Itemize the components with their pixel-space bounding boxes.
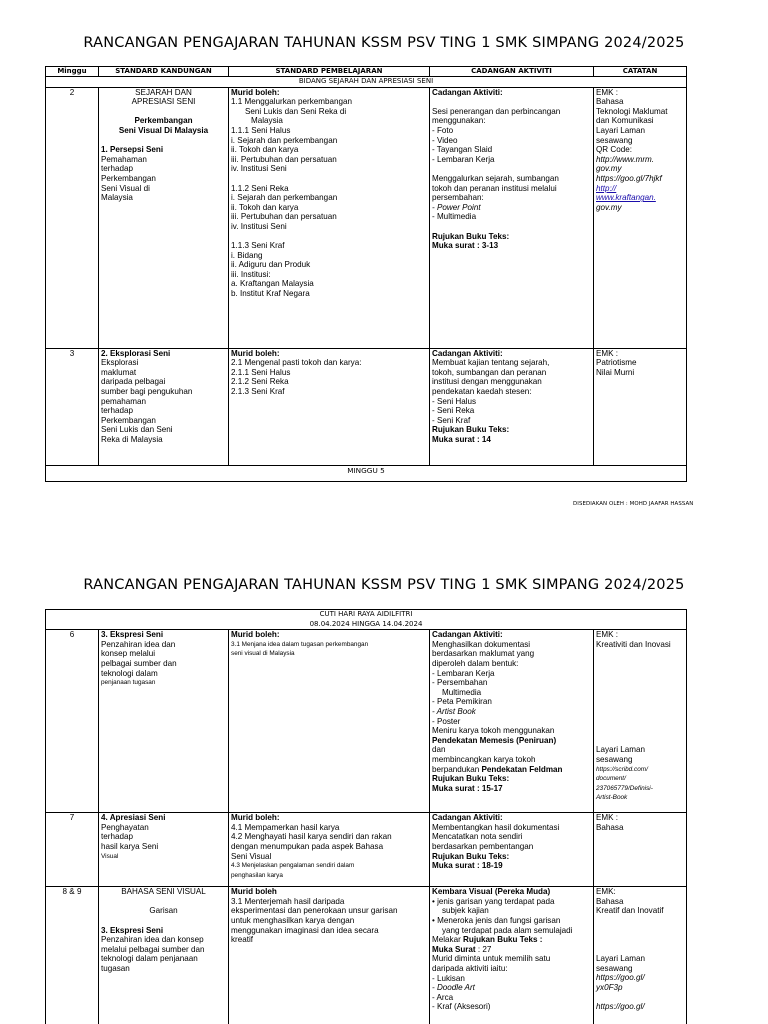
ca-line: yang terdapat pada alam semulajadi: [442, 925, 573, 935]
sk-line: Seni Visual di: [101, 183, 150, 193]
cadangan-aktiviti-cell: [430, 87, 594, 348]
ca-line: Membuat kajian tentang sejarah,: [432, 358, 550, 368]
ca-line: Cadangan Aktiviti:: [432, 813, 503, 823]
header-standard-kandungan: STANDARD KANDUNGAN: [99, 67, 229, 77]
ca-line: Mencatatkan nota sendiri: [432, 832, 523, 842]
cat-line: Bahasa: [596, 822, 624, 832]
ca-line: Murid diminta untuk memilih satu: [432, 954, 551, 964]
table-row: [46, 87, 687, 348]
sp-line: untuk menghasilkan karya dengan: [231, 915, 355, 925]
sp-line: iv. Institusi Seni: [231, 221, 287, 231]
kraftangan-link-line[interactable]: [596, 193, 684, 203]
ca-line: berdasarkan maklumat yang: [432, 649, 535, 659]
sp-line: iv. Institusi Seni: [231, 164, 287, 174]
sk-line: Malaysia: [101, 193, 133, 203]
page-title: RANCANGAN PENGAJARAN TAHUNAN KSSM PSV TING 1 SMK SIMPANG 2024/2025: [83, 577, 685, 593]
sp-line: i. Sejarah dan perkembangan: [231, 135, 338, 145]
cat-line: https://goo.gl/: [596, 1001, 645, 1011]
cat-line: Kreativiti dan Inovasi: [596, 639, 671, 649]
ca-line: • Meneroka jenis dan fungsi garisan: [432, 915, 561, 925]
table-row: [46, 630, 687, 813]
sp-line: 2.1.2 Seni Reka: [231, 377, 289, 387]
sp-line: 1.1 Menggalurkan perkembangan: [231, 97, 353, 107]
sp-line: iii. Pertubuhan dan persatuan: [231, 212, 337, 222]
holiday-title: CUTI HARI RAYA AIDILFITRI: [319, 610, 413, 618]
sp-line: Seni Visual: [231, 851, 272, 861]
cat-line: Patriotisme: [596, 358, 637, 368]
week-number: 6: [46, 630, 99, 813]
holiday-banner: [46, 610, 687, 630]
sp-line: Murid boleh:: [231, 813, 280, 823]
sp-line: b. Institut Kraf Negara: [231, 289, 310, 299]
ca-line: - Lembaran Kerja: [432, 154, 495, 164]
cat-line: Artist-Book: [596, 794, 628, 802]
holiday-dates: 08.04.2024 HINGGA 14.04.2024: [309, 619, 423, 628]
sk-line: APRESIASI SENI: [131, 97, 196, 107]
standard-kandungan-cell: [99, 630, 229, 813]
cat-line: EMK :: [596, 348, 619, 358]
week-number: 7: [46, 813, 99, 887]
sk-line: penjanaan tugasan: [101, 679, 156, 687]
holiday-row: [46, 610, 687, 630]
sp-line: eksperimentasi dan penerokaan unsur garisan: [231, 906, 398, 916]
ca-line: - Seni Reka: [432, 406, 475, 416]
bidang-row: [46, 77, 687, 88]
cat-line: EMK :: [596, 630, 619, 640]
cat-line: Layari Laman: [596, 745, 646, 755]
sk-line: Visual: [101, 852, 119, 860]
cat-line: QR Code:: [596, 145, 632, 155]
cat-line: EMK :: [596, 87, 619, 97]
ca-line: Cadangan Aktiviti:: [432, 630, 503, 640]
sk-line: teknologi dalam: [101, 668, 158, 678]
ca-line: - Video: [432, 135, 458, 145]
sp-line: 4.2 Menghayati hasil karya sendiri dan rakan: [231, 832, 392, 842]
sp-line: 1.1.3 Seni Kraf: [231, 241, 285, 251]
cat-line: EMK:: [596, 887, 616, 897]
lesson-plan-table: [45, 66, 687, 482]
ca-line: berdasarkan pembentangan: [432, 841, 534, 851]
cat-line: gov.my: [596, 202, 622, 212]
standard-pembelajaran-cell: [229, 630, 430, 813]
ca-line: Cadangan Aktiviti:: [432, 348, 503, 358]
sk-line: Garisan: [149, 906, 178, 916]
kraftangan-link[interactable]: http://: [596, 183, 617, 193]
sk-line: Perkembangan: [101, 415, 156, 425]
ca-text: Muka Surat: [432, 944, 476, 954]
header-standard-pembelajaran: STANDARD PEMBELAJARAN: [229, 67, 430, 77]
cat-line: dan Komunikasi: [596, 116, 654, 126]
cat-line: document/: [596, 775, 626, 783]
sp-line: Seni Lukis dan Seni Reka di: [245, 106, 347, 116]
sk-line: terhadap: [101, 164, 133, 174]
cat-line: EMK :: [596, 813, 619, 823]
ca-line: Rujukan Buku Teks:: [432, 425, 510, 435]
catatan-cell: [594, 887, 687, 1024]
sk-line: pelbagai sumber dan: [101, 658, 177, 668]
sk-line: Perkembangan: [101, 173, 156, 183]
ca-line: - Seni Halus: [432, 396, 477, 406]
sk-line: SEJARAH DAN: [135, 87, 192, 97]
ca-line: daripada aktiviti iaitu:: [432, 963, 508, 973]
sp-line: ii. Adiguru dan Produk: [231, 260, 311, 270]
ca-line: Rujukan Buku Teks:: [432, 774, 510, 784]
sk-line: BAHASA SENI VISUAL: [121, 887, 206, 897]
cat-line: Bahasa: [596, 97, 624, 107]
standard-pembelajaran-cell: [229, 87, 430, 348]
catatan-cell: [594, 813, 687, 887]
sp-line: Murid boleh: [231, 887, 277, 897]
catatan-cell: [594, 87, 687, 348]
sp-line: seni visual di Malaysia: [231, 650, 295, 658]
sp-line: 4.3 Menjelaskan pengalaman sendiri dalam: [231, 862, 355, 870]
week-number: 8 & 9: [46, 887, 99, 1024]
sp-line: 3.1 Menjana idea dalam tugasan perkembangan: [231, 640, 369, 648]
header-catatan: CATATAN: [594, 67, 687, 77]
sp-line: 3.1 Menterjemah hasil daripada: [231, 896, 345, 906]
table-row: [46, 348, 687, 465]
sk-line: Pemahaman: [101, 154, 147, 164]
sp-line: ii. Tokoh dan karya: [231, 202, 299, 212]
ca-line: Menghasilkan dokumentasi: [432, 639, 531, 649]
table-header-row: [46, 67, 687, 77]
sp-line: dengan menumpukan pada aspek Bahasa: [231, 841, 384, 851]
ca-line: - Power Point: [432, 202, 481, 212]
standard-pembelajaran-cell: [229, 813, 430, 887]
sk-line: sumber bagi pengukuhan: [101, 386, 193, 396]
sk-line: Penghayatan: [101, 822, 149, 832]
ca-line: • jenis garisan yang terdapat pada: [432, 896, 555, 906]
sk-line: 4. Apresiasi Seni: [101, 813, 166, 823]
sp-line: penghasilan karya: [231, 871, 283, 879]
ca-line: Kembara Visual (Pereka Muda): [432, 887, 551, 897]
header-cadangan-aktiviti: CADANGAN AKTIVITI: [430, 67, 594, 77]
cat-line: https://scribd.com/: [596, 765, 648, 773]
ca-line: dan: [432, 745, 446, 755]
ca-line: Muka surat : 18-19: [432, 861, 503, 871]
ca-line: Membentangkan hasil dokumentasi: [432, 822, 560, 832]
ca-line: [432, 935, 591, 945]
sk-line: Seni Lukis dan Seni: [101, 425, 173, 435]
sp-line: menggunakan imaginasi dan idea secara: [231, 925, 379, 935]
cat-line: https://goo.gl/7hjkf: [596, 173, 662, 183]
sp-line: kreatif: [231, 935, 254, 945]
sk-line: melalui pelbagai sumber dan: [101, 944, 205, 954]
ca-line: tokoh dan peranan institusi melalui: [432, 183, 557, 193]
sk-line: terhadap: [101, 406, 133, 416]
ca-text: berpandukan: [432, 764, 482, 774]
sp-line: Murid boleh:: [231, 348, 280, 358]
sp-line: iii. Pertubuhan dan persatuan: [231, 154, 337, 164]
ca-line: - Poster: [432, 716, 461, 726]
cat-line: sesawang: [596, 135, 633, 145]
sk-line: Seni Visual Di Malaysia: [118, 125, 209, 135]
cat-line: gov.my: [596, 164, 622, 174]
cadangan-aktiviti-cell: [430, 630, 594, 813]
week-number: 2: [46, 87, 99, 348]
ca-line: - Peta Pemikiran: [432, 697, 492, 707]
sp-line: 1.1.2 Seni Reka: [231, 183, 289, 193]
ca-line: - Doodle Art: [432, 983, 475, 993]
prepared-by: DISEDIAKAN OLEH : MOHD JAAFAR HASSAN: [573, 501, 694, 507]
ca-line: - Artist Book: [432, 706, 476, 716]
ca-line: Meniru karya tokoh menggunakan: [432, 726, 555, 736]
ca-line: Pendekatan Memesis (Peniruan): [432, 735, 557, 745]
cat-line: Nilai Murni: [596, 367, 635, 377]
sp-line: Murid boleh:: [231, 630, 280, 640]
ca-line: membincangkan karya tokoh: [432, 754, 536, 764]
cat-line: 237065779/Definisi-: [596, 784, 653, 792]
ca-line: Rujukan Buku Teks:: [432, 231, 510, 241]
sp-line: Malaysia: [251, 116, 283, 126]
standard-pembelajaran-cell: [229, 348, 430, 465]
sk-line: Penzahiran idea dan: [101, 639, 176, 649]
table-row: [46, 887, 687, 1024]
cat-line: Layari Laman: [596, 953, 646, 963]
sp-line: 2.1 Mengenal pasti tokoh dan karya:: [231, 358, 362, 368]
ca-line: persembahan:: [432, 193, 484, 203]
ca-line: tokoh, sumbangan dan peranan: [432, 367, 547, 377]
table-row: [46, 813, 687, 887]
sk-line: 2. Eksplorasi Seni: [101, 348, 171, 358]
ca-line: subjek kajian: [442, 906, 489, 916]
cat-line: yx0F3p: [596, 982, 623, 992]
minggu5-row: [46, 465, 687, 481]
sk-line: teknologi dalam penjanaan: [101, 954, 198, 964]
sp-line: i. Sejarah dan perkembangan: [231, 193, 338, 203]
cat-line: sesawang: [596, 963, 633, 973]
sk-line: daripada pelbagai: [101, 377, 166, 387]
standard-kandungan-cell: [99, 887, 229, 1024]
ca-line: - Seni Kraf: [432, 415, 471, 425]
ca-line: - Persembahan: [432, 678, 488, 688]
standard-kandungan-cell: [99, 813, 229, 887]
cat-line: https://goo.gl/: [596, 973, 645, 983]
sk-line: tugasan: [101, 963, 130, 973]
ca-line: Rujukan Buku Teks:: [432, 851, 510, 861]
sk-line: pemahaman: [101, 396, 146, 406]
kraftangan-link[interactable]: www.kraftangan.: [596, 193, 656, 203]
sk-line: Perkembangan: [134, 116, 193, 126]
cadangan-aktiviti-cell: [430, 348, 594, 465]
sp-line: a. Kraftangan Malaysia: [231, 279, 314, 289]
sp-line: i. Bidang: [231, 250, 263, 260]
ca-line: - Multimedia: [432, 212, 477, 222]
ca-line: - Lukisan: [432, 973, 465, 983]
bidang-label: BIDANG SEJARAH DAN APRESIASI SENI: [46, 77, 687, 88]
ca-line: pendekatan kaedah stesen:: [432, 386, 532, 396]
ca-line: Cadangan Aktiviti:: [432, 87, 503, 97]
ca-line: Muka surat : 3-13: [432, 241, 499, 251]
ca-text: Melakar: [432, 935, 464, 945]
ca-line: [432, 945, 591, 955]
sk-line: Reka di Malaysia: [101, 434, 163, 444]
catatan-cell: [594, 348, 687, 465]
cat-line: Teknologi Maklumat: [596, 106, 668, 116]
ca-line: diperoleh dalam bentuk:: [432, 658, 519, 668]
ca-line: Menggalurkan sejarah, sumbangan: [432, 173, 559, 183]
cat-line: sesawang: [596, 754, 633, 764]
ca-line: Multimedia: [442, 687, 482, 697]
cadangan-aktiviti-cell: [430, 813, 594, 887]
sp-line: 2.1.3 Seni Kraf: [231, 386, 285, 396]
ca-line: - Foto: [432, 125, 454, 135]
ca-line: Muka surat : 15-17: [432, 783, 503, 793]
sk-line: maklumat: [101, 367, 137, 377]
page-title: RANCANGAN PENGAJARAN TAHUNAN KSSM PSV TING 1 SMK SIMPANG 2024/2025: [83, 35, 685, 51]
ca-line: - Tayangan Slaid: [432, 145, 493, 155]
standard-pembelajaran-cell: [229, 887, 430, 1024]
sp-line: 2.1.1 Seni Halus: [231, 367, 291, 377]
standard-kandungan-cell: [99, 87, 229, 348]
ca-line: Sesi penerangan dan perbincangan: [432, 106, 561, 116]
sk-line: 1. Persepsi Seni: [101, 145, 164, 155]
lesson-plan-table: [45, 609, 687, 1024]
ca-line: - Arca: [432, 992, 454, 1002]
sk-line: Eksplorasi: [101, 358, 139, 368]
ca-text: : 27: [475, 944, 492, 954]
sp-line: iii. Institusi:: [231, 269, 271, 279]
sp-line: Murid boleh:: [231, 87, 280, 97]
sk-line: 3. Ekspresi Seni: [101, 630, 164, 640]
cat-line: http://www.mrm.: [596, 154, 655, 164]
sk-line: konsep melalui: [101, 649, 155, 659]
ca-line: menggunakan:: [432, 116, 486, 126]
minggu5-label: MINGGU 5: [46, 465, 687, 481]
ca-line: [432, 765, 591, 775]
cat-line: Bahasa: [596, 896, 624, 906]
sk-line: 3. Ekspresi Seni: [101, 925, 164, 935]
sp-line: ii. Tokoh dan karya: [231, 145, 299, 155]
catatan-cell: [594, 630, 687, 813]
standard-kandungan-cell: [99, 348, 229, 465]
cat-line: Kreatif dan Inovatif: [596, 906, 664, 916]
cat-line: Layari Laman: [596, 125, 646, 135]
sk-line: terhadap: [101, 832, 133, 842]
week-number: 3: [46, 348, 99, 465]
ca-line: - Lembaran Kerja: [432, 668, 495, 678]
ca-text: Rujukan Buku Teks :: [463, 935, 543, 945]
header-minggu: Minggu: [46, 67, 99, 77]
ca-line: institusi dengan menggunakan: [432, 377, 542, 387]
sk-line: Penzahiran idea dan konsep: [101, 935, 204, 945]
sk-line: hasil karya Seni: [101, 841, 159, 851]
cadangan-aktiviti-cell: [430, 887, 594, 1024]
sp-line: 4.1 Mempamerkan hasil karya: [231, 822, 340, 832]
ca-text: Pendekatan Feldman: [481, 764, 563, 774]
ca-line: Muka surat : 14: [432, 434, 491, 444]
sp-line: 1.1.1 Seni Halus: [231, 125, 291, 135]
ca-line: - Kraf (Aksesori): [432, 1002, 491, 1012]
